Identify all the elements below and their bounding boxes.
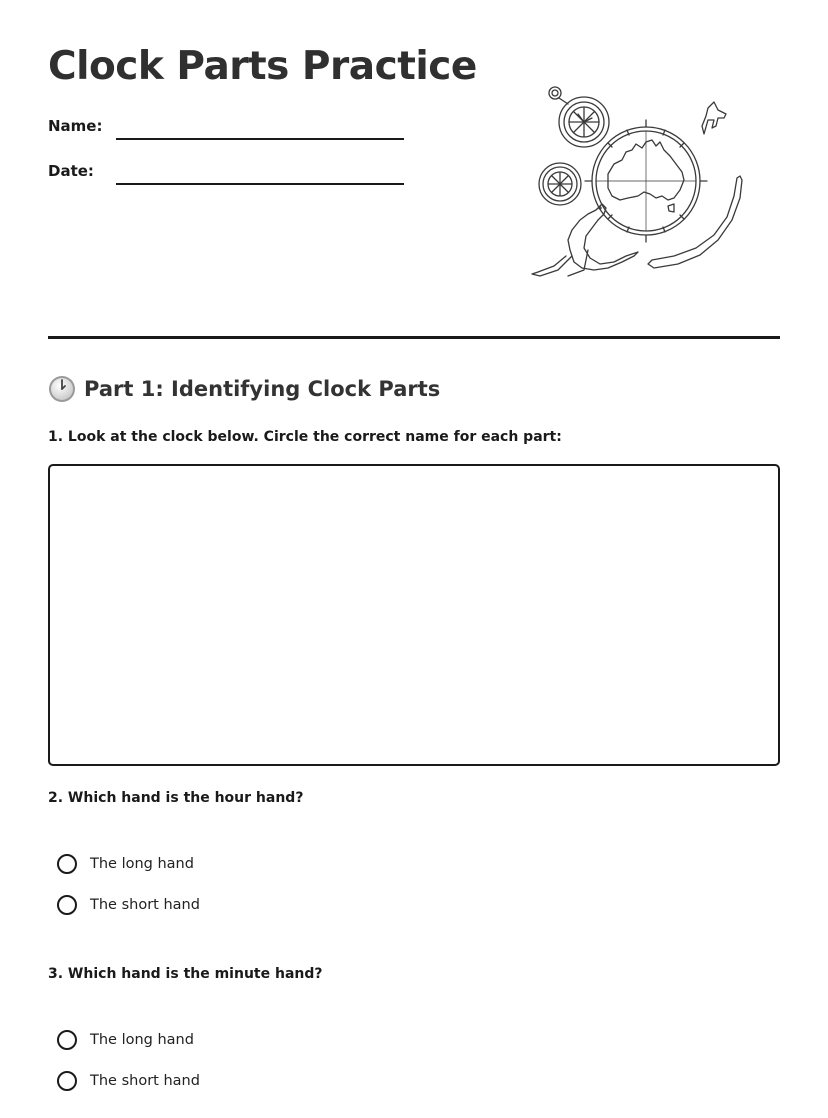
question-1: 1. Look at the clock below. Circle the correct name for each part: (48, 429, 562, 445)
radio-button[interactable] (57, 895, 77, 915)
option-label: The short hand (90, 897, 200, 913)
option-label: The long hand (90, 1032, 194, 1048)
radio-button[interactable] (57, 854, 77, 874)
part1-heading-text: Part 1: Identifying Clock Parts (84, 377, 441, 401)
radio-button[interactable] (57, 1071, 77, 1091)
q2-option-long-hand[interactable] (57, 851, 194, 877)
q2-option-short-hand[interactable] (57, 892, 200, 918)
australia-clocks-illustration (528, 80, 758, 288)
date-field[interactable] (116, 183, 404, 185)
question-3: 3. Which hand is the minute hand? (48, 966, 323, 982)
option-label: The long hand (90, 856, 194, 872)
q3-option-long-hand[interactable] (57, 1027, 194, 1053)
radio-button[interactable] (57, 1030, 77, 1050)
clock-icon (48, 375, 76, 403)
section-divider (48, 336, 780, 339)
clock-diagram-area[interactable] (48, 464, 780, 766)
q3-option-short-hand[interactable] (57, 1068, 200, 1094)
name-field[interactable] (116, 138, 404, 140)
date-label: Date: (48, 162, 94, 180)
question-2: 2. Which hand is the hour hand? (48, 790, 304, 806)
option-label: The short hand (90, 1073, 200, 1089)
part1-heading (48, 374, 440, 404)
name-label: Name: (48, 117, 103, 135)
worksheet-title: Clock Parts Practice (48, 44, 477, 89)
